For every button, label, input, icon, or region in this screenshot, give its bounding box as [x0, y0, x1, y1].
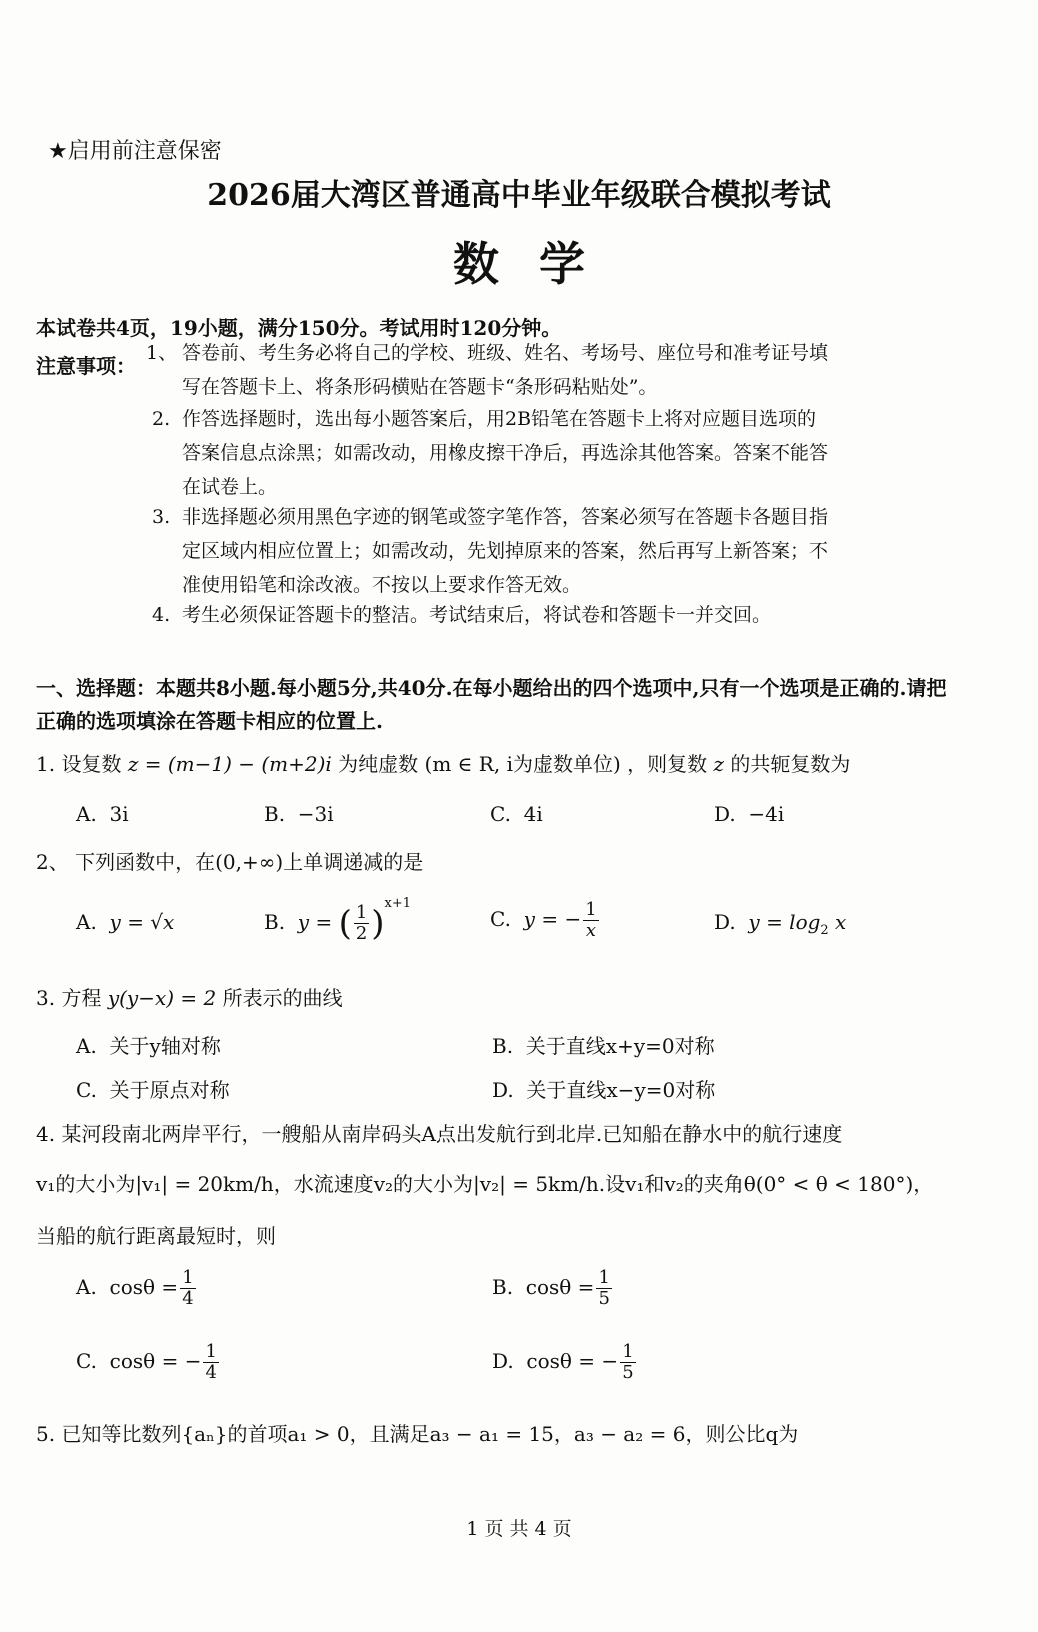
note-line: 定区域内相应位置上；如需改动，先划掉原来的答案，然后再写上新答案；不	[182, 540, 829, 562]
fraction	[354, 903, 369, 944]
numerator: 1	[182, 1267, 194, 1288]
note-line: 答卷前、考生务必将自己的学校、班级、姓名、考场号、座位号和准考证号填	[182, 342, 829, 364]
option-label: B.	[492, 1034, 514, 1058]
option-label: B.	[492, 1275, 514, 1299]
exponent: x+1	[384, 896, 412, 911]
note-item	[152, 402, 976, 504]
question-text: 某河段南北两岸平行，一艘船从南岸码头A点出发航行到北岸.已知船在静水中的航行速度	[61, 1122, 843, 1146]
fraction	[620, 1342, 635, 1383]
option-d	[714, 910, 846, 938]
question-number: 5.	[36, 1422, 56, 1446]
numerator: 1	[598, 1267, 610, 1288]
right-paren: )	[371, 903, 385, 944]
page-footer: 1 页 共 4 页	[466, 1518, 572, 1540]
option-text: 关于直线x−y=0对称	[526, 1078, 716, 1102]
math-lhs: cosθ =	[525, 1275, 595, 1299]
question-3	[36, 982, 343, 1011]
fraction	[583, 900, 598, 941]
question-text: ，则复数	[627, 752, 708, 776]
note-line: 在试卷上。	[182, 476, 278, 498]
option-b	[492, 1030, 715, 1059]
option-text: 关于直线x+y=0对称	[525, 1034, 715, 1058]
note-number: 2.	[152, 408, 171, 430]
fraction	[203, 1342, 218, 1383]
option-a	[76, 802, 129, 826]
question-4-line-2: v₁的大小为|v₁| = 20km/h，水流速度v₂的大小为|v₂| = 5km/h.设v₁和v₂的夹角θ(0° < θ < 180°)，	[36, 1172, 934, 1196]
question-text: 已知等比数列{aₙ}的首项a₁ > 0，且满足a₃ − a₁ = 15，a₃ − a₂ = 6，则公比q为	[61, 1422, 799, 1446]
option-text: 关于y轴对称	[109, 1034, 221, 1058]
question-5	[36, 1418, 798, 1447]
math-expression: z = (m−1) − (m+2)i	[127, 752, 332, 776]
note-line: 答案信息点涂黑；如需改动，用橡皮擦干净后，再选涂其他答案。答案不能答	[182, 442, 829, 464]
log-base: 2	[820, 923, 829, 938]
math-lhs: y = log	[748, 910, 821, 934]
option-a	[76, 1030, 221, 1059]
option-d	[714, 802, 784, 826]
option-c	[76, 1342, 221, 1383]
question-1	[36, 748, 850, 777]
option-label: A.	[76, 1034, 97, 1058]
denominator: 4	[205, 1362, 217, 1383]
option-text: 4i	[523, 802, 543, 826]
option-label: A.	[76, 1275, 97, 1299]
note-number: 3.	[152, 506, 171, 528]
fraction	[180, 1268, 195, 1309]
math-lhs: y = −	[523, 907, 582, 931]
math-expression: y = √x	[109, 910, 175, 934]
option-label: D.	[714, 802, 736, 826]
note-line: 非选择题必须用黑色字迹的钢笔或签字笔作答，答案必须写在答题卡各题目指	[182, 506, 829, 528]
option-d	[492, 1074, 715, 1103]
option-b	[492, 1268, 614, 1309]
option-text: −3i	[297, 802, 334, 826]
option-label: A.	[76, 910, 97, 934]
option-d	[492, 1342, 638, 1383]
numerator: 1	[585, 899, 597, 920]
numerator: 1	[622, 1341, 634, 1362]
option-text: 3i	[109, 802, 129, 826]
option-b	[264, 802, 334, 826]
note-line: 准使用铅笔和涂改液。不按以上要求作答无效。	[182, 574, 582, 596]
math-variable: z	[713, 752, 725, 776]
question-number: 4.	[36, 1122, 56, 1146]
denominator: 2	[355, 923, 368, 944]
question-text: 方程	[61, 986, 102, 1010]
option-label: D.	[492, 1078, 514, 1102]
option-c	[76, 1074, 230, 1103]
question-text: 为纯虚数	[338, 752, 419, 776]
question-text: 的共轭复数为	[730, 752, 851, 776]
note-line: 考生必须保证答题卡的整洁。考试结束后，将试卷和答题卡一并交回。	[182, 604, 772, 626]
option-label: B.	[264, 910, 286, 934]
note-item	[152, 500, 976, 602]
option-a	[76, 1268, 198, 1309]
question-4	[36, 1118, 842, 1147]
note-number: 4.	[152, 604, 171, 626]
note-number: 1、	[146, 342, 178, 364]
question-text: 所表示的曲线	[222, 986, 343, 1010]
denominator: 4	[182, 1288, 194, 1309]
question-number: 3.	[36, 986, 56, 1010]
log-argument: x	[828, 910, 847, 934]
option-label: A.	[76, 802, 97, 826]
option-label: B.	[264, 802, 286, 826]
option-text: −4i	[748, 802, 785, 826]
option-c	[490, 802, 543, 826]
question-text: 下列函数中，在(0,+∞)上单调递减的是	[75, 850, 424, 874]
subject-title: 数学	[453, 237, 625, 291]
notes-label: 注意事项：	[36, 354, 136, 378]
exam-intro: 本试卷共4页，19小题，满分150分。考试用时120分钟。	[36, 316, 562, 340]
denominator: 5	[622, 1362, 634, 1383]
option-b	[264, 896, 411, 944]
numerator: 1	[355, 902, 368, 923]
math-lhs: y =	[297, 910, 333, 934]
math-lhs: cosθ = −	[526, 1349, 619, 1373]
question-number: 1.	[36, 752, 56, 776]
option-label: C.	[76, 1349, 97, 1373]
option-label: D.	[492, 1349, 514, 1373]
note-item	[152, 598, 976, 634]
question-4-line-3: 当船的航行距离最短时，则	[36, 1224, 276, 1248]
note-line: 作答选择题时，选出每小题答案后，用2B铅笔在答题卡上将对应题目选项的	[182, 408, 817, 430]
question-2	[36, 846, 423, 875]
exam-title: 2026届大湾区普通高中毕业年级联合模拟考试	[207, 178, 831, 213]
denominator: 5	[598, 1288, 610, 1309]
math-expression: y(y−x) = 2	[107, 986, 217, 1010]
option-label: C.	[490, 907, 511, 931]
math-condition: (m ∈ R, i为虚数单位)	[424, 752, 621, 776]
math-lhs: cosθ =	[109, 1275, 179, 1299]
denominator: x	[585, 920, 596, 941]
option-text: 关于原点对称	[109, 1078, 230, 1102]
option-c	[490, 900, 601, 941]
option-label: D.	[714, 910, 736, 934]
option-label: C.	[76, 1078, 97, 1102]
note-line: 写在答题卡上、将条形码横贴在答题卡“条形码粘贴处”。	[182, 376, 658, 398]
fraction	[596, 1268, 611, 1309]
note-item	[146, 336, 976, 406]
confidential-mark: ★启用前注意保密	[48, 139, 222, 164]
question-number: 2、	[36, 850, 69, 874]
left-paren: (	[338, 903, 352, 944]
option-label: C.	[490, 802, 511, 826]
question-text: 设复数	[61, 752, 122, 776]
section-heading: 一、选择题：本题共8小题.每小题5分,共40分.在每小题给出的四个选项中,只有一个选项是正确的.请把正确的选项填涂在答题卡相应的位置上.	[36, 676, 947, 733]
option-a	[76, 910, 174, 934]
math-lhs: cosθ = −	[109, 1349, 202, 1373]
numerator: 1	[205, 1341, 217, 1362]
